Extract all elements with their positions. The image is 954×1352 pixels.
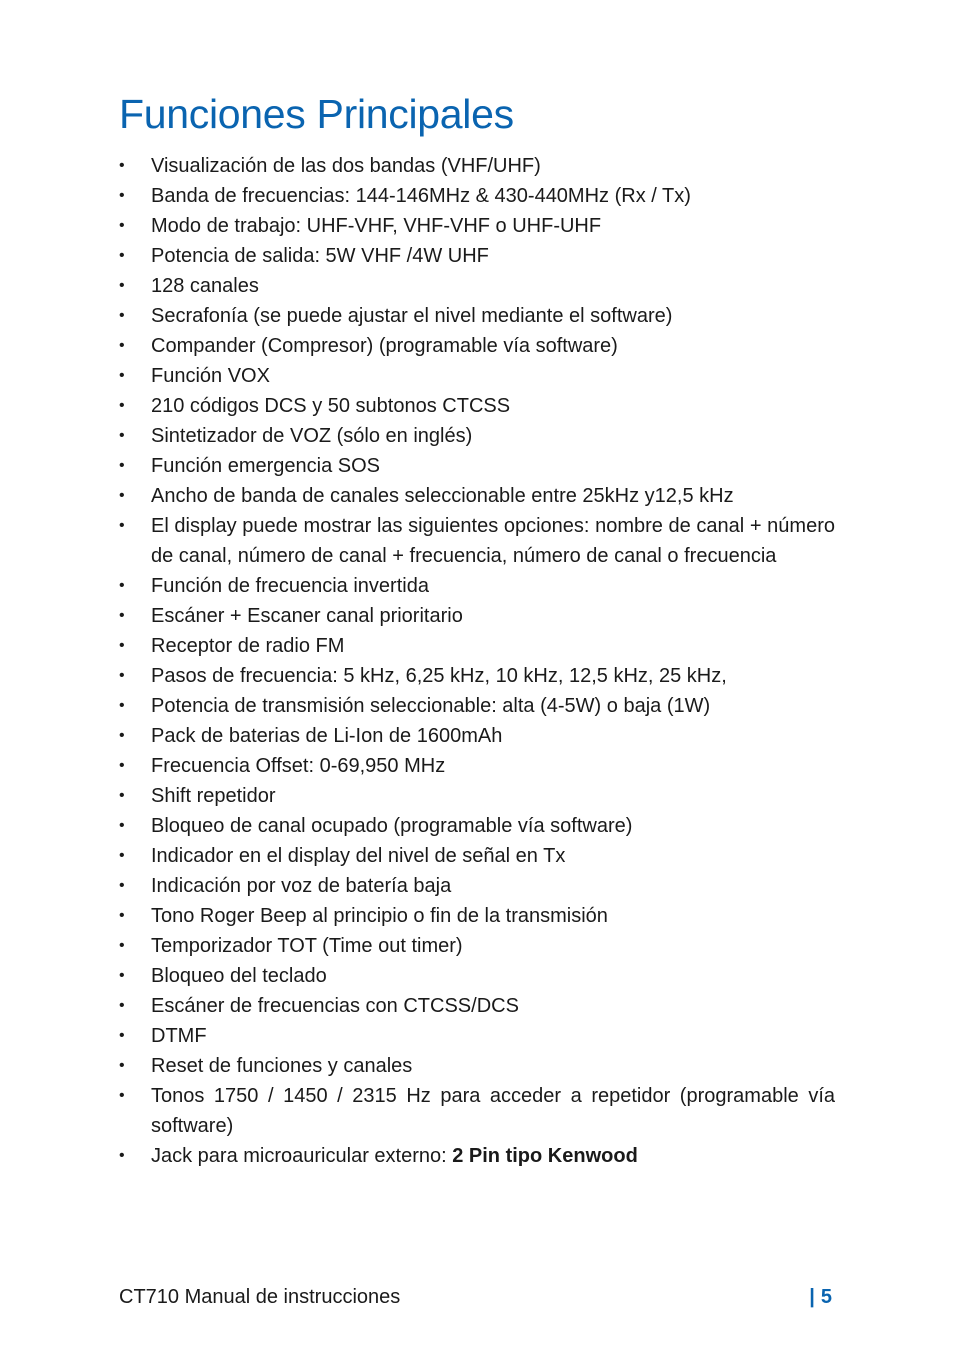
list-item [119, 961, 835, 991]
list-item [119, 211, 835, 241]
list-item [119, 271, 835, 301]
bullet-icon: • [119, 337, 125, 354]
bullet-icon: • [119, 397, 125, 414]
list-item-text: Reset de funciones y canales [151, 1055, 413, 1077]
list-item [119, 721, 835, 751]
bullet-icon: • [119, 847, 125, 864]
bullet-icon: • [119, 247, 125, 264]
bullet-icon: • [119, 1147, 125, 1164]
list-item-text: Tonos 1750 / 1450 / 2315 Hz para acceder a repetidor (programable vía software) [151, 1085, 835, 1137]
list-item-text: 128 canales [151, 275, 259, 297]
bullet-icon: • [119, 157, 125, 174]
list-item-text: Frecuencia Offset: 0-69,950 MHz [151, 755, 446, 777]
list-item [119, 901, 835, 931]
list-item-text: Temporizador TOT (Time out timer) [151, 935, 463, 957]
bullet-icon: • [119, 877, 125, 894]
page-title: Funciones Principales [119, 91, 514, 137]
list-item-text: Indicación por voz de batería baja [151, 875, 452, 897]
bullet-icon: • [119, 1087, 125, 1104]
list-item [119, 691, 835, 721]
list-item [119, 301, 835, 331]
list-item-text: Modo de trabajo: UHF-VHF, VHF-VHF o UHF-UHF [151, 215, 602, 237]
footer-separator: | [809, 1286, 815, 1308]
bullet-icon: • [119, 637, 125, 654]
feature-list [119, 151, 835, 1171]
list-item [119, 661, 835, 691]
bullet-icon: • [119, 937, 125, 954]
list-item-text: Bloqueo del teclado [151, 965, 327, 987]
list-item-text: Escáner + Escaner canal prioritario [151, 605, 463, 627]
list-item [119, 871, 835, 901]
list-item-text: DTMF [151, 1025, 207, 1047]
list-item-text: Sintetizador de VOZ (sólo en inglés) [151, 425, 473, 447]
bullet-icon: • [119, 997, 125, 1014]
list-item-text: Bloqueo de canal ocupado (programable vía software) [151, 815, 633, 837]
bullet-icon: • [119, 277, 125, 294]
bullet-icon: • [119, 577, 125, 594]
bullet-icon: • [119, 1057, 125, 1074]
list-item-text: Función de frecuencia invertida [151, 575, 429, 597]
bullet-icon: • [119, 967, 125, 984]
list-item [119, 481, 835, 511]
list-item [119, 811, 835, 841]
list-item [119, 511, 835, 571]
bullet-icon: • [119, 307, 125, 324]
connector-type: 2 Pin tipo Kenwood [452, 1145, 638, 1167]
bullet-icon: • [119, 517, 125, 534]
bullet-icon: • [119, 457, 125, 474]
bullet-icon: • [119, 1027, 125, 1044]
bullet-icon: • [119, 697, 125, 714]
list-item-text: Función VOX [151, 365, 270, 387]
list-item [119, 931, 835, 961]
list-item [119, 991, 835, 1021]
bullet-icon: • [119, 757, 125, 774]
list-item-text: Indicador en el display del nivel de señal en Tx [151, 845, 566, 867]
list-item-text: Pack de baterias de Li-Ion de 1600mAh [151, 725, 503, 747]
list-item-text: 210 códigos DCS y 50 subtonos CTCSS [151, 395, 511, 417]
list-item [119, 391, 835, 421]
list-item [119, 181, 835, 211]
list-item [119, 241, 835, 271]
bullet-icon: • [119, 487, 125, 504]
list-item [119, 1051, 835, 1081]
list-item [119, 631, 835, 661]
list-item-text: Visualización de las dos bandas (VHF/UHF) [151, 155, 541, 177]
list-item-text [151, 1145, 638, 1167]
list-item [119, 421, 835, 451]
bullet-icon: • [119, 367, 125, 384]
list-item-text: Banda de frecuencias: 144-146MHz & 430-440MHz (Rx / Tx) [151, 185, 691, 207]
list-item [119, 781, 835, 811]
list-item [119, 1081, 835, 1141]
bullet-icon: • [119, 817, 125, 834]
footer-manual-title: CT710 Manual de instrucciones [119, 1286, 401, 1308]
list-item [119, 361, 835, 391]
list-item [119, 451, 835, 481]
bullet-icon: • [119, 727, 125, 744]
list-item-text: Función emergencia SOS [151, 455, 381, 477]
page-number: 5 [820, 1286, 832, 1308]
bullet-icon: • [119, 187, 125, 204]
list-item-text: Receptor de radio FM [151, 635, 345, 657]
list-item [119, 1021, 835, 1051]
footer-page-number [809, 1282, 832, 1312]
list-item-text: El display puede mostrar las siguientes opciones: nombre de canal + número de canal, número de canal + frecuencia, número de canal o frecuencia [151, 515, 835, 567]
list-item-text: Potencia de transmisión seleccionable: alta (4-5W) o baja (1W) [151, 695, 711, 717]
list-item [119, 751, 835, 781]
bullet-icon: • [119, 667, 125, 684]
list-item-text: Tono Roger Beep al principio o fin de la transmisión [151, 905, 608, 927]
list-item-text: Escáner de frecuencias con CTCSS/DCS [151, 995, 519, 1017]
bullet-icon: • [119, 607, 125, 624]
list-item-text: Ancho de banda de canales seleccionable entre 25kHz y12,5 kHz [151, 485, 734, 507]
list-item-text: Secrafonía (se puede ajustar el nivel mediante el software) [151, 305, 673, 327]
list-item [119, 601, 835, 631]
bullet-icon: • [119, 427, 125, 444]
list-item-text: Pasos de frecuencia: 5 kHz, 6,25 kHz, 10 kHz, 12,5 kHz, 25 kHz, [151, 665, 727, 687]
connector-label: Jack para microauricular externo: [151, 1145, 453, 1167]
list-item-text: Potencia de salida: 5W VHF /4W UHF [151, 245, 489, 267]
bullet-icon: • [119, 907, 125, 924]
bullet-icon: • [119, 217, 125, 234]
bullet-icon: • [119, 787, 125, 804]
list-item [119, 151, 835, 181]
list-item [119, 571, 835, 601]
list-item-text: Shift repetidor [151, 785, 276, 807]
list-item [119, 841, 835, 871]
list-item [119, 1141, 835, 1171]
list-item-text: Compander (Compresor) (programable vía software) [151, 335, 618, 357]
list-item [119, 331, 835, 361]
